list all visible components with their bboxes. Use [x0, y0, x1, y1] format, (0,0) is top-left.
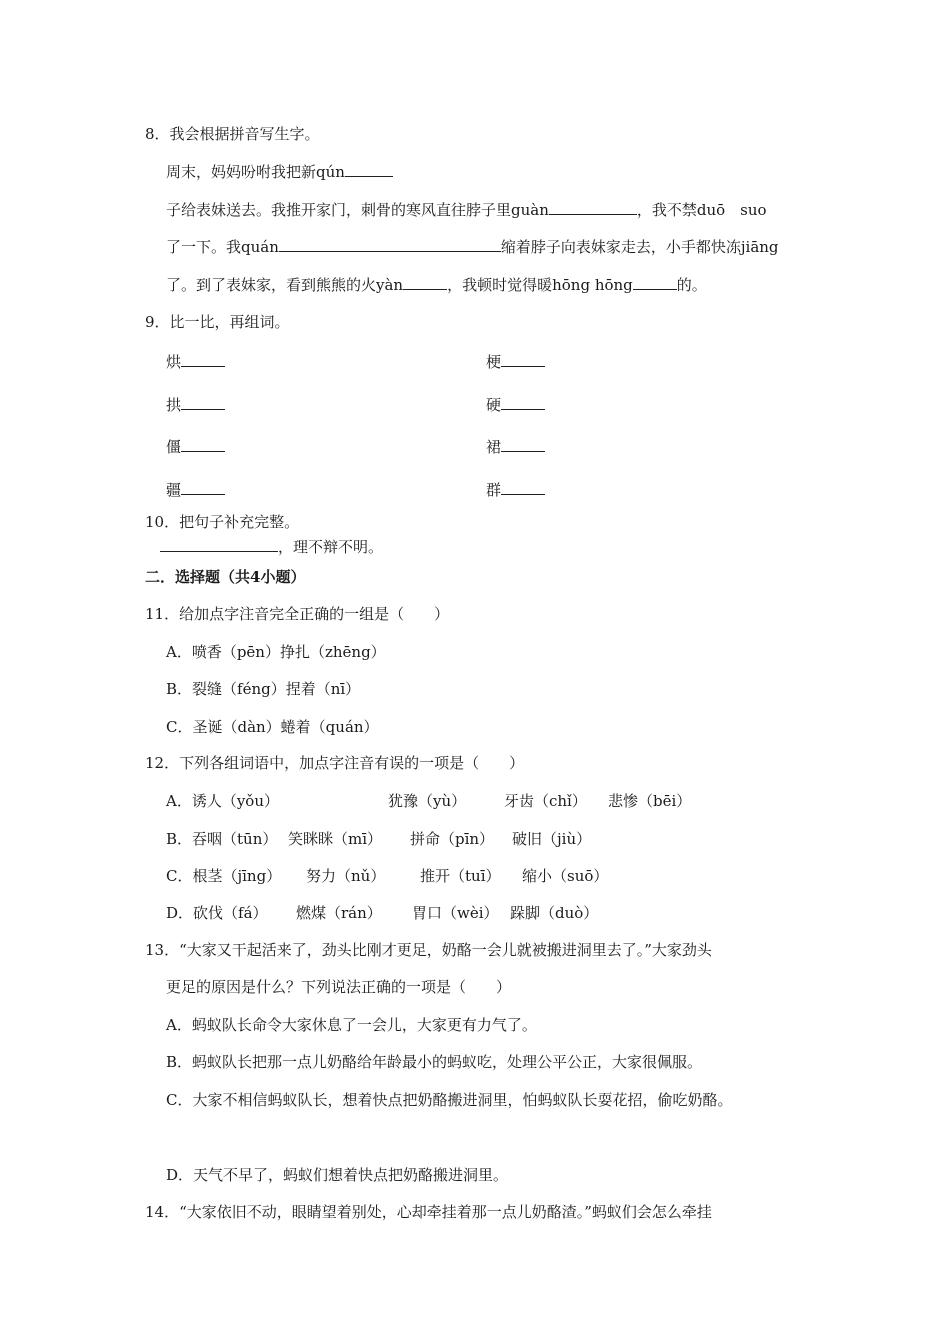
q12-term: D．砍伐（fá）: [166, 904, 268, 922]
section-2-heading: 二．选择题（共4小题）: [145, 568, 306, 586]
q14-title-line1: 14．“大家依旧不动，眼睛望着别处，心却牵挂着那一点儿奶酪渣。”蚂蚁们会怎么牵挂: [145, 1203, 712, 1221]
q9-right-item: [486, 395, 545, 415]
q12-term: 破旧（jiù）: [512, 830, 592, 848]
q8-blank-quan[interactable]: [279, 237, 501, 252]
q9-blank[interactable]: [501, 480, 545, 495]
q8-blank-guan[interactable]: [549, 200, 637, 215]
q9-blank[interactable]: [181, 480, 225, 495]
q12-term: 笑眯眯（mī）: [288, 830, 383, 848]
q9-char: 拱: [166, 396, 182, 414]
q9-char: 梗: [486, 353, 502, 371]
q8-line4b-text: ，我顿时觉得暖hōng hōng: [447, 276, 633, 294]
q9-left-item: [166, 437, 225, 457]
q8-line2b-text: ，我不禁duō suo: [636, 201, 767, 219]
q12-term: 推开（tuī）: [420, 867, 501, 885]
q8-line1: [166, 162, 393, 182]
q9-blank[interactable]: [181, 395, 225, 410]
q9-left-item: [166, 480, 225, 500]
q8-title: 8．我会根据拼音写生字。: [145, 125, 320, 143]
q12-term: 跺脚（duò）: [510, 904, 599, 922]
q12-term: 燃煤（rán）: [296, 904, 382, 922]
q9-left-item: [166, 352, 225, 372]
q12-term: 努力（nǔ）: [306, 867, 386, 885]
q12-term: B．吞咽（tūn）: [166, 830, 278, 848]
q13-option-d[interactable]: D．天气不早了，蚂蚁们想着快点把奶酪搬进洞里。: [166, 1166, 509, 1184]
q8-line3b-text: 缩着脖子向表妹家走去，小手都快冻jiāng: [500, 238, 779, 256]
q12-term: A．诱人（yǒu）: [166, 792, 279, 810]
q8-line2a-text: 子给表妹送去。我推开家门，刺骨的寒风直往脖子里guàn: [166, 201, 549, 219]
q9-char: 裙: [486, 438, 502, 456]
q13-title-line2: 更足的原因是什么？下列说法正确的一项是（ ）: [166, 978, 512, 996]
q12-title: 12．下列各组词语中，加点字注音有误的一项是（ ）: [145, 754, 525, 772]
q13-option-a[interactable]: A．蚂蚁队长命令大家休息了一会儿，大家更有力气了。: [166, 1016, 537, 1034]
q8-line2: [166, 200, 767, 220]
q8-blank-qun[interactable]: [345, 162, 393, 177]
q12-term: 牙齿（chǐ）: [504, 792, 587, 810]
q13-option-b[interactable]: B．蚂蚁队长把那一点儿奶酪给年龄最小的蚂蚁吃，处理公平公正，大家很佩服。: [166, 1053, 703, 1071]
q9-char: 硬: [486, 396, 502, 414]
q9-blank[interactable]: [181, 437, 225, 452]
q10-sentence: [160, 537, 383, 557]
q9-right-item: [486, 480, 545, 500]
q10-sentence-text: ，理不辩不明。: [278, 538, 384, 556]
q9-char: 僵: [166, 438, 182, 456]
q12-term: 拼命（pīn）: [410, 830, 495, 848]
q11-title: 11．给加点字注音完全正确的一组是（ ）: [145, 605, 450, 623]
q9-blank[interactable]: [501, 395, 545, 410]
q12-option-b[interactable]: [166, 829, 591, 849]
q9-title: 9．比一比，再组词。: [145, 313, 290, 331]
q8-line3: [166, 237, 779, 257]
q12-option-a[interactable]: [166, 791, 691, 811]
q12-term: 胃口（wèi）: [412, 904, 499, 922]
q12-option-c[interactable]: [166, 866, 608, 886]
q9-char: 烘: [166, 353, 182, 371]
q8-line3a-text: 了一下。我quán: [166, 238, 279, 256]
q11-option-c[interactable]: C．圣诞（dàn）蜷着（quán）: [166, 718, 379, 736]
q9-left-item: [166, 395, 225, 415]
q12-term: 悲惨（bēi）: [608, 792, 692, 810]
q9-blank[interactable]: [501, 352, 545, 367]
q12-term: 缩小（suō）: [522, 867, 609, 885]
q9-char: 疆: [166, 481, 182, 499]
q9-char: 群: [486, 481, 502, 499]
q8-line4c-text: 的。: [676, 276, 707, 294]
q11-option-a[interactable]: A．喷香（pēn）挣扎（zhēng）: [166, 643, 386, 661]
q8-line4a-text: 了。到了表妹家，看到熊熊的火yàn: [166, 276, 404, 294]
q12-term: C．根茎（jīng）: [166, 867, 282, 885]
q11-option-b[interactable]: B．裂缝（féng）捏着（nī）: [166, 680, 361, 698]
q8-blank-honghong[interactable]: [633, 275, 677, 290]
q9-right-item: [486, 352, 545, 372]
q9-blank[interactable]: [181, 352, 225, 367]
q8-line4: [166, 275, 707, 295]
q10-title: 10．把句子补充完整。: [145, 513, 300, 531]
q10-blank[interactable]: [160, 537, 278, 552]
q13-option-c[interactable]: C．大家不相信蚂蚁队长，想着快点把奶酪搬进洞里，怕蚂蚁队长耍花招，偷吃奶酪。: [166, 1091, 733, 1109]
q12-term: 犹豫（yù）: [388, 792, 467, 810]
q12-option-d[interactable]: [166, 903, 598, 923]
q8-blank-yan[interactable]: [403, 275, 447, 290]
q9-blank[interactable]: [501, 437, 545, 452]
q8-line1-text: 周末，妈妈吩咐我把新qún: [166, 163, 345, 181]
q13-title-line1: 13．“大家又干起活来了，劲头比刚才更足，奶酪一会儿就被搬进洞里去了。”大家劲头: [145, 941, 712, 959]
q9-right-item: [486, 437, 545, 457]
